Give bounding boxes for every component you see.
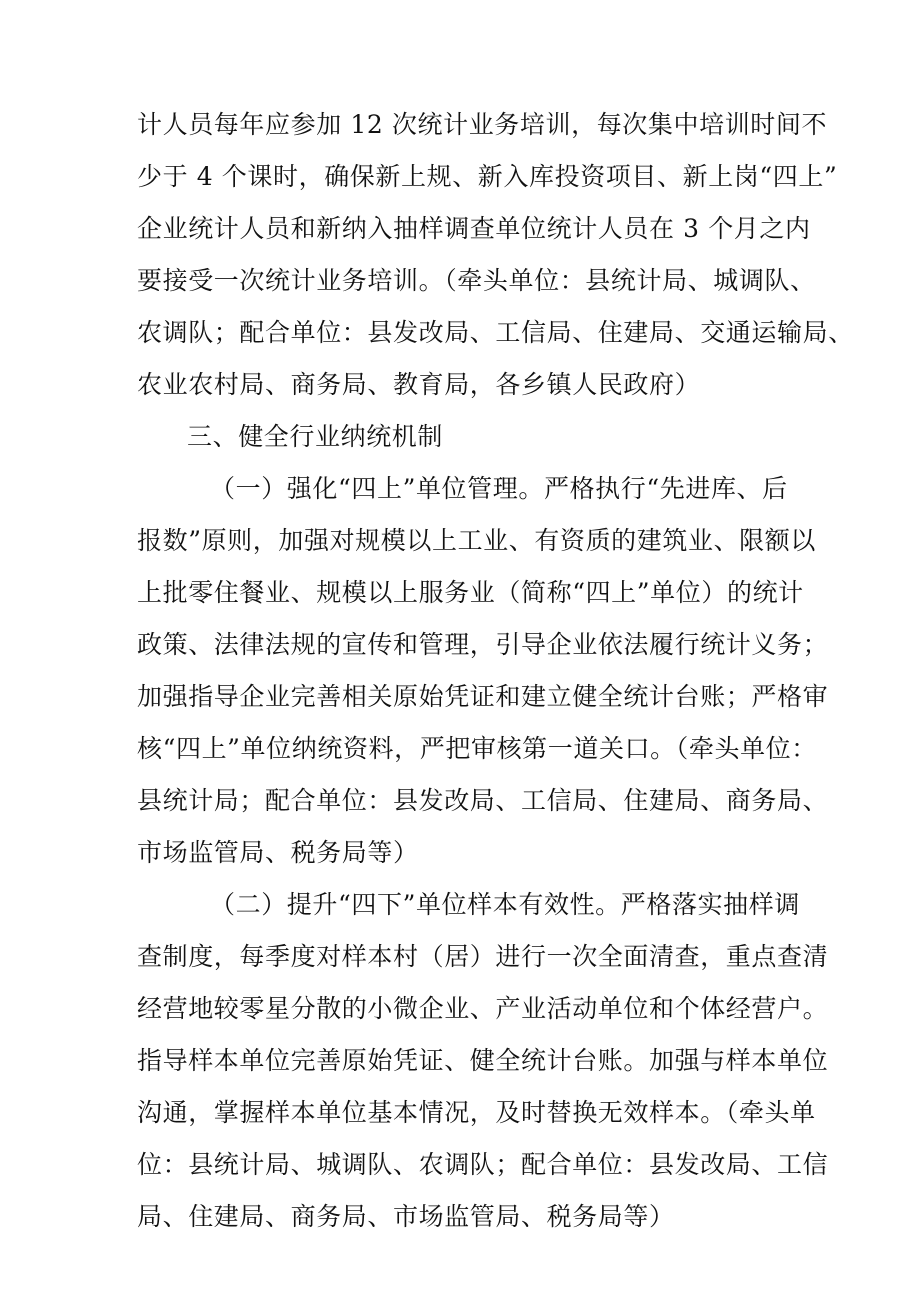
intro-line: 少于 4 个课时，确保新上规、新入库投资项目、新上岗“四上” [137, 162, 838, 191]
intro-line: 计人员每年应参加 12 次统计业务培训，每次集中培训时间不 [137, 110, 828, 139]
item-one-line: 加强指导企业完善相关原始凭证和建立健全统计台账；严格审 [137, 682, 829, 711]
item-one-line: 报数”原则，加强对规模以上工业、有资质的建筑业、限额以 [137, 526, 816, 555]
item-two-line: （二）提升“四下”单位样本有效性。严格落实抽样调 [210, 890, 800, 919]
intro-line: 企业统计人员和新纳入抽样调查单位统计人员在 3 个月之内 [137, 214, 811, 243]
item-one-line: 市场监管局、税务局等） [137, 838, 419, 867]
item-one-line: 县统计局；配合单位：县发改局、工信局、住建局、商务局、 [137, 786, 829, 815]
intro-line: 农调队；配合单位：县发改局、工信局、住建局、交通运输局、 [137, 318, 854, 347]
item-two-line: 查制度，每季度对样本村（居）进行一次全面清查，重点查清 [137, 942, 829, 971]
item-two-line: 局、住建局、商务局、市场监管局、税务局等） [137, 1202, 675, 1231]
item-one-line: 上批零住餐业、规模以上服务业（简称“四上”单位）的统计 [137, 578, 804, 607]
item-one-line: 政策、法律法规的宣传和管理，引导企业依法履行统计义务； [137, 630, 829, 659]
item-one-line: （一）强化“四上”单位管理。严格执行“先进库、后 [210, 474, 788, 503]
intro-line: 要接受一次统计业务培训。（牵头单位：县统计局、城调队、 [137, 266, 816, 295]
item-two-line: 经营地较零星分散的小微企业、产业活动单位和个体经营户。 [137, 994, 829, 1023]
item-two-line: 沟通，掌握样本单位基本情况，及时替换无效样本。（牵头单 [137, 1098, 816, 1127]
item-one-line: 核“四上”单位纳统资料，严把审核第一道关口。（牵头单位： [137, 734, 817, 763]
item-two-line: 位：县统计局、城调队、农调队；配合单位：县发改局、工信 [137, 1150, 829, 1179]
section-heading: 三、健全行业纳统机制 [187, 422, 444, 451]
intro-line: 农业农村局、商务局、教育局，各乡镇人民政府） [137, 370, 701, 399]
item-two-line: 指导样本单位完善原始凭证、健全统计台账。加强与样本单位 [137, 1046, 829, 1075]
